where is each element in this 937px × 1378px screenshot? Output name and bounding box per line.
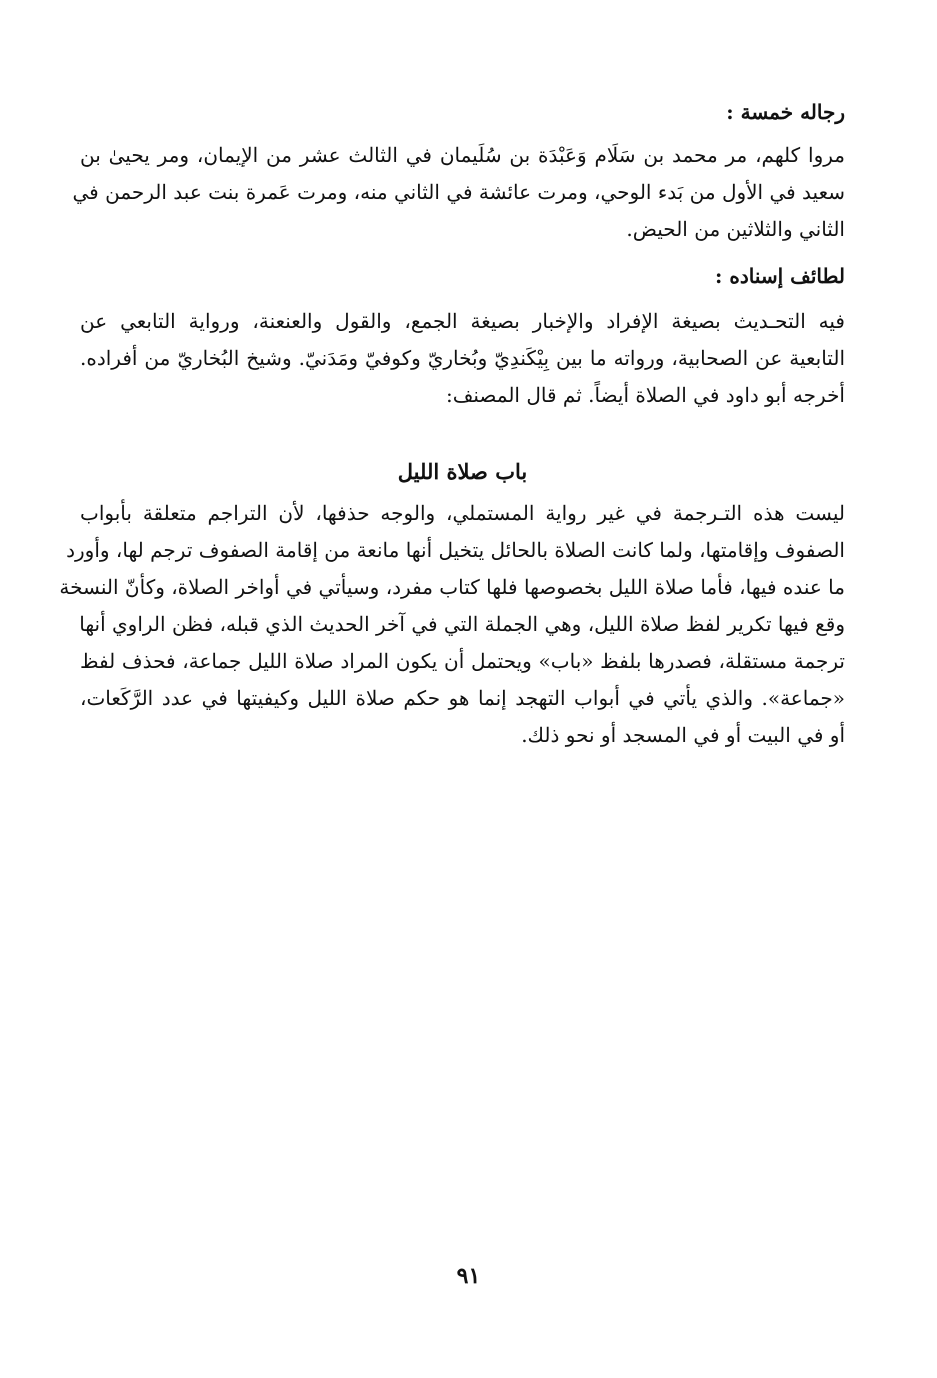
page-number: ٩١ [456, 1263, 481, 1289]
narrators-line-2: سعيد في الأول من بَدء الوحي، ومرت عائشة في الثاني منه، ومرت عَمرة بنت عبد الرحمن في [72, 180, 845, 204]
chapter-line-7: أو في البيت أو في المسجد أو نحو ذلك. [521, 723, 845, 747]
chapter-line-5: ترجمة مستقلة، فصدرها بلفظ «باب» ويحتمل أن يكون المراد صلاة الليل جماعة، فحذف لفظ [80, 649, 845, 673]
chapter-title: باب صلاة الليل [397, 459, 528, 484]
narrators-line-1: مروا كلهم، مر محمد بن سَلَام وَعَبْدَة بن سُلَيمان في الثالث عشر من الإيمان، ومر يحيىٰ بن [80, 143, 845, 167]
chapter-line-1: ليست هذه التـرجمة في غير رواية المستملي، والوجه حذفها، لأن التراجم متعلقة بأبواب [80, 501, 845, 525]
chapter-body [59, 495, 845, 754]
chapter-line-6: «جماعة». والذي يأتي في أبواب التهجد إنما هو حكم صلاة الليل وكيفيتها في عدد الرَّكَعات، [80, 686, 845, 710]
chain-subtleties-line-2: التابعية عن الصحابية، ورواته ما بين بِيْكَندِيّ وبُخاريّ وكوفيّ ومَدَنيّ. وشيخ البُخاريّ من أفراده. [80, 346, 845, 370]
chain-subtleties-line-1: فيه التحـديث بصيغة الإفراد والإخبار بصيغة الجمع، والقول والعنعنة، ورواية التابعي عن [80, 309, 845, 333]
chapter-line-3: ما عنده فيها، فأما صلاة الليل بخصوصها فلها كتاب مفرد، وسيأتي في أواخر الصلاة، وكأنّ النسخة [59, 575, 845, 599]
chain-subtleties-heading: لطائف إسناده : [715, 264, 845, 288]
chapter-line-4: وقع فيها تكرير لفظ صلاة الليل، وهي الجملة التي في آخر الحديث الذي قبله، فظن الراوي أنها [79, 612, 845, 636]
narrators-heading: رجاله خمسة : [726, 100, 845, 124]
chapter-line-2: الصفوف وإقامتها، ولما كانت الصلاة بالحائل يتخيل أنها مانعة من إقامة الصفوف ترجم لها، وأورد [66, 538, 845, 562]
chain-subtleties-section [80, 258, 845, 414]
narrators-line-3: الثاني والثلاثين من الحيض. [626, 217, 845, 241]
narrators-section [72, 94, 845, 248]
chain-subtleties-line-3: أخرجه أبو داود في الصلاة أيضاً. ثم قال المصنف: [445, 383, 845, 407]
